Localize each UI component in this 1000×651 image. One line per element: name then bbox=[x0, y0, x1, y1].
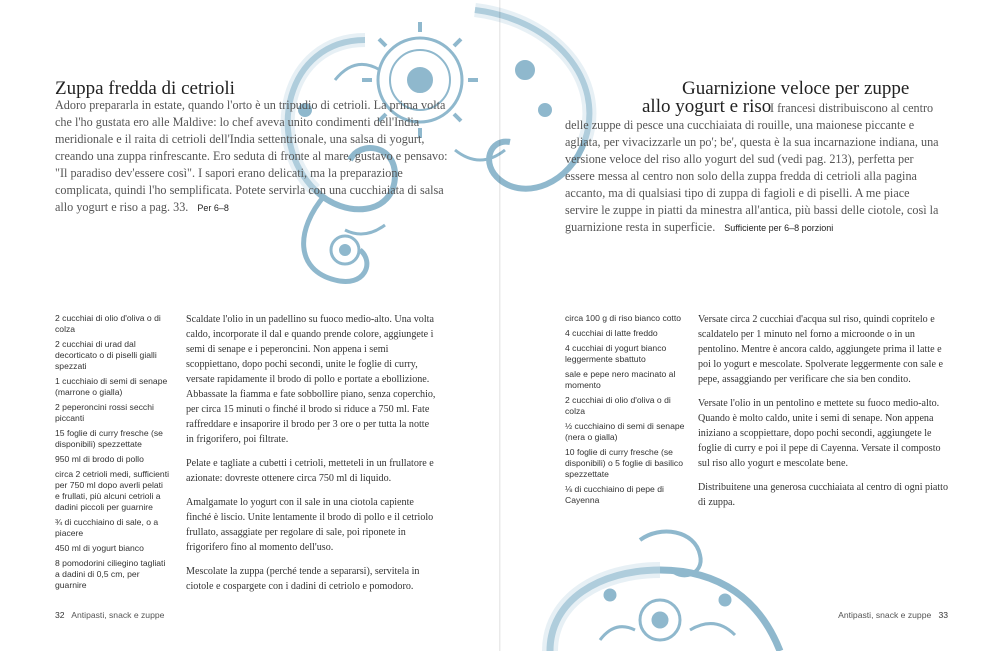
ingredient-item: circa 100 g di riso bianco cotto bbox=[565, 313, 682, 323]
recipe-title: Zuppa fredda di cetrioli bbox=[55, 78, 235, 99]
serves-label: Sufficiente per 6–8 porzioni bbox=[724, 223, 834, 233]
recipe-intro-text: Adoro prepararla in estate, quando l'orto è un tripudio di cetrioli. La prima volta che l'ho gustata ero alle Maldive: lo chef aveva unito condimenti dell'India meridionale e il raita di cetrioli dell'India settentrionale, una salsa di yogurt, creando una zuppa rinfrescante. Ero seduta di fronte al mare, gustavo e pensavo: "Il paradiso dev'essere così". I sapori erano delicati, ma la preparazione complicata, quindi l'ho semplificata. Potete servirla con una cucchiaiata di salsa allo yogurt e riso a pag. 33. bbox=[55, 98, 448, 214]
ingredient-item: 2 cucchiai di urad dal decorticato o di piselli gialli spezzati bbox=[55, 339, 157, 371]
ingredient-item: 950 ml di brodo di pollo bbox=[55, 454, 144, 464]
right-page bbox=[500, 0, 1000, 651]
method-step: Mescolate la zuppa (perché tende a separarsi), servitela in ciotole e cospargete con i dadini di cetriolo e pomodoro. bbox=[186, 566, 420, 592]
page-footer bbox=[55, 610, 164, 620]
recipe-intro bbox=[55, 97, 455, 217]
method-step: Pelate e tagliate a cubetti i cetrioli, metteteli in un frullatore e azionate: dovreste ottenere circa 750 ml di liquido. bbox=[186, 458, 434, 484]
ingredient-item: ⅛ di cucchiaino di pepe di Cayenna bbox=[565, 484, 664, 505]
ingredient-item: ½ cucchiaino di semi di senape (nera o gialla) bbox=[565, 421, 685, 442]
ingredient-item: circa 2 cetrioli medi, sufficienti per 750 ml dopo averli pelati e frullati, più alcuni cetrioli a dadini piccoli per guarnire bbox=[55, 469, 169, 512]
method-step: Scaldate l'olio in un padellino su fuoco medio-alto. Una volta caldo, incorporate il dal e quando prende colore, aggiungete i semi di senape e i peperoncini. Non appena i semi scoppiettano, dopo pochi secondi, unite le foglie di curry, versate rapidamente il brodo di pollo e portate a ebollizione. Abbassate la fiamma e fate sobbollire piano, senza coperchio, per circa 15 minuti o finché il brodo si riduce a 750 ml. Fate raffreddare e insaporire il brodo per 3 ore o per tutta la notte in frigorifero, poi filtrate. bbox=[186, 314, 436, 445]
recipe-title-line2: allo yogurt e riso bbox=[642, 96, 772, 117]
ingredient-item: 10 foglie di curry fresche (se disponibili) o 5 foglie di basilico spezzettate bbox=[565, 447, 683, 479]
ingredients-list bbox=[55, 313, 170, 595]
ingredient-item: sale e pepe nero macinato al momento bbox=[565, 369, 676, 390]
ingredient-item: 2 peperoncini rossi secchi piccanti bbox=[55, 402, 154, 423]
method-step: Versate circa 2 cucchiai d'acqua sul riso, quindi copritelo e scaldatelo per 1 minuto nel forno a microonde o in un pentolino. Mentre è ancora caldo, aggiungete prima il latte e poi lo yogurt e mescolate. Spolverate leggermente con sale e pepe, assaggiando per verificare che sia ben condito. bbox=[698, 314, 943, 385]
method-step: Distribuitene una generosa cucchiaiata al centro di ogni piatto di zuppa. bbox=[698, 482, 949, 508]
ingredient-item: 1 cucchiaio di semi di senape (marrone o gialla) bbox=[55, 376, 168, 397]
section-name: Antipasti, snack e zuppe bbox=[71, 610, 165, 620]
method-step: Amalgamate lo yogurt con il sale in una ciotola capiente finché è liscio. Unite lentamente il brodo di pollo e il cetriolo frullato, assaggiate per regolare di sale, poi riponete in frigorifero fino al momento dell'uso. bbox=[186, 497, 434, 553]
method-steps bbox=[186, 312, 436, 603]
section-name: Antipasti, snack e zuppe bbox=[838, 610, 932, 620]
ingredient-item: 4 cucchiai di yogurt bianco leggermente sbattuto bbox=[565, 343, 667, 364]
recipe-title-line1: Guarnizione veloce per zuppe bbox=[682, 78, 910, 99]
ingredients-list bbox=[565, 313, 685, 510]
ingredient-item: 2 cucchiai di olio d'oliva o di colza bbox=[565, 395, 671, 416]
page-number: 32 bbox=[55, 610, 65, 620]
ingredient-item: 15 foglie di curry fresche (se disponibili) spezzettate bbox=[55, 428, 163, 449]
ingredient-item: 4 cucchiai di latte freddo bbox=[565, 328, 658, 338]
recipe-intro bbox=[565, 100, 945, 237]
method-step: Versate l'olio in un pentolino e mettete su fuoco medio-alto. Quando è molto caldo, unite i semi di senape. Non appena iniziano a scoppiettare, dopo pochi secondi, aggiungete le foglie di curry e poi il pepe di Cayenna. Versate il composto sul riso allo yogurt e mescolate bene. bbox=[698, 398, 941, 469]
method-steps bbox=[698, 312, 953, 519]
ingredient-item: 450 ml di yogurt bianco bbox=[55, 543, 144, 553]
serves-label: Per 6–8 bbox=[197, 203, 229, 213]
ingredient-item: 8 pomodorini ciliegino tagliati a dadini di 0,5 cm, per guarnire bbox=[55, 558, 166, 590]
ingredient-item: 2 cucchiai di olio d'oliva o di colza bbox=[55, 313, 161, 334]
page-footer bbox=[838, 610, 948, 620]
page-number: 33 bbox=[938, 610, 948, 620]
ingredient-item: ¾ di cucchiaino di sale, o a piacere bbox=[55, 517, 159, 538]
recipe-intro-text: I francesi distribuiscono al centro delle zuppe di pesce una cucchiaiata di rouille, una maionese piccante e agliata, per vivacizzarle un po'; be', questa è la sua incarnazione indiana, una versione veloce del riso allo yogurt del sud (vedi pag. 213), perfetta per essere messa al centro non solo della zuppa fredda di cetrioli alla pagina accanto, ma di qualsiasi tipo di zuppa di fagioli e di piselli. A me piace servire le zuppe in piatti da minestra all'antica, più bassi delle ciotole, così la guarnizione resta in superficie. bbox=[565, 101, 939, 234]
